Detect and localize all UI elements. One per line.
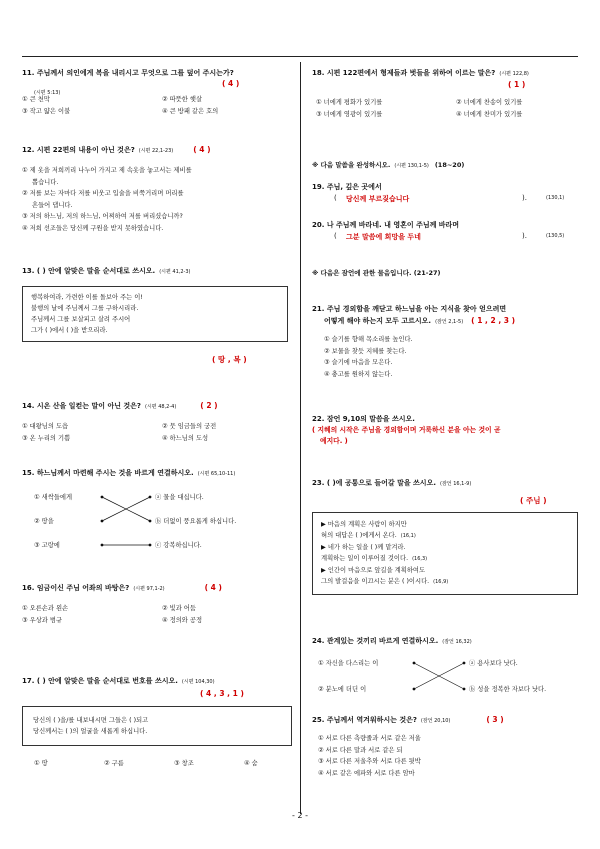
answer: 그분 말씀에 희망을 두네 — [346, 233, 421, 241]
option: ② 빛과 어둠 — [162, 605, 196, 612]
option-line: ④ 저희 선조들은 당신께 구원을 받지 못하였습니다. — [22, 224, 164, 232]
passage-line: 계획하는 일이 이루어질 것이다. — [321, 555, 409, 562]
matching-area — [22, 492, 302, 564]
option: ② 뭇 임금들의 궁전 — [162, 423, 217, 430]
option: ④ 숨 — [244, 760, 258, 767]
open-paren: ( — [334, 232, 337, 240]
page-number: - 2 - — [292, 811, 308, 820]
question-14 — [22, 400, 302, 444]
passage-line: 행복하여라, 가련한 이를 돌보아 주는 이! — [31, 294, 143, 301]
question-title: 22. 잠언 9,10의 말씀을 쓰시오. — [312, 415, 415, 423]
option: ① 서로 다른 측량줄과 서로 같은 저울 — [318, 735, 421, 742]
section-heading — [312, 160, 592, 172]
passage-line: ▶ 마음의 계획은 사람이 하지만 — [321, 521, 407, 528]
answer: 당신께 부르짖습니다 — [346, 195, 410, 203]
passage-line: ▶ 네가 하는 일을 ( )께 맡겨라. — [321, 544, 406, 551]
option: ④ 큰 방패 같은 호의 — [162, 107, 219, 115]
question-title: 19. 주님, 깊은 곳에서 — [312, 183, 382, 191]
question-title: 25. 주님께서 역겨워하시는 것은? — [312, 716, 417, 724]
question-source: (130,1) — [546, 195, 565, 201]
question-title: 17. ( ) 안에 알맞은 말을 순서대로 번호를 쓰시오. — [22, 677, 178, 685]
option: ③ 너에게 영광이 있기를 — [316, 110, 383, 118]
question-title: 20. 나 주님께 바라네. 내 영혼이 주님께 바라며 — [312, 221, 460, 229]
option-line: ② 저를 보는 자마다 저를 비웃고 입술을 비쭉거리며 머리를 — [22, 190, 184, 197]
option-line: 흔들어 댑니다. — [32, 201, 73, 209]
answer: ( 1 ) — [508, 80, 526, 89]
question-20 — [312, 220, 592, 244]
option: ③ 온 누리의 기쁨 — [22, 434, 71, 442]
option: ② 구름 — [104, 760, 124, 767]
match-left-item: ① 새싹들에게 — [34, 494, 73, 501]
question-source: (잠언 16,1-9) — [440, 481, 472, 487]
option: ① 땅 — [34, 760, 48, 767]
answer: ( 주님 ) — [520, 496, 547, 505]
question-23 — [312, 478, 592, 595]
question-title-2: 어떻게 해야 하는지 모두 고르시오. — [324, 317, 432, 325]
section-title: ※ 다음은 잠언에 관한 물음입니다. (21-27) — [312, 269, 441, 277]
question-18 — [312, 68, 592, 120]
passage-box — [312, 512, 578, 595]
answer: ( 3 ) — [486, 715, 504, 724]
passage-line: 혀의 대답은 ( )에게서 온다. — [321, 532, 397, 539]
close-paren: ). — [522, 194, 527, 202]
option: ③ 작고 얇은 이불 — [22, 107, 71, 115]
match-left-item: ② 땅을 — [34, 518, 54, 525]
question-source: (시편 97,1-2) — [133, 586, 165, 592]
question-source: (시편 104,30) — [181, 679, 215, 685]
answer: ( 4 ) — [204, 583, 222, 592]
option: ② 보물을 찾듯 지혜를 찾는다. — [324, 347, 407, 355]
question-source: (130,5) — [546, 233, 565, 239]
question-21 — [312, 304, 592, 380]
question-title: 12. 시편 22편의 내용이 아닌 것은? — [22, 146, 135, 154]
question-19 — [312, 182, 592, 206]
passage-line: 당신의 ( )을/를 내보내시면 그들은 ( )되고 — [33, 717, 149, 724]
option: ① 슬기를 향해 목소리를 높인다. — [324, 336, 413, 343]
section-range: (18~20) — [434, 161, 465, 169]
close-paren: ). — [522, 232, 527, 240]
question-title: 15. 하느님께서 마련해 주시는 것을 바르게 연결하시오. — [22, 469, 194, 477]
option: ① 오른손과 왼손 — [22, 605, 69, 612]
answer: ( 1 , 2 , 3 ) — [471, 316, 516, 325]
option: ③ 창조 — [174, 760, 194, 767]
section-title: ※ 다음 말씀을 완성하시오. — [312, 161, 391, 169]
match-right-item: ⓐ 물을 대십니다. — [155, 494, 204, 501]
option: ③ 슬기에 마음을 모은다. — [324, 359, 393, 366]
passage-line: 주님께서 그를 보살피고 살려 주시어 — [31, 316, 131, 323]
passage-line: 그가 ( )에서 ( )을 받으리라. — [31, 327, 108, 334]
passage-line: 당신께서는 ( )의 얼굴을 새롭게 하십니다. — [33, 728, 148, 735]
match-right-item: ⓑ 더없이 풍요롭게 하십니다. — [155, 518, 237, 525]
option: ③ 서로 다른 저울추와 서로 다른 됫박 — [318, 758, 421, 765]
question-16 — [22, 582, 302, 626]
option: ④ 서로 같은 에파와 서로 다른 암마 — [318, 769, 415, 777]
question-11 — [22, 68, 302, 117]
option: ① 너에게 평화가 있기를 — [316, 99, 383, 106]
passage-line: 불행의 날에 주님께서 그를 구하시리라. — [31, 305, 139, 312]
match-left-item: ② 분노에 더딘 이 — [318, 686, 367, 693]
option: ① 대왕님의 도읍 — [22, 423, 69, 430]
question-title: 18. 시편 122편에서 형제들과 벗들을 위하여 이르는 말은? — [312, 69, 496, 77]
answer-line-2: 예지다. ) — [320, 437, 348, 445]
answer: ( 4 ) — [193, 145, 211, 154]
option: ② 너에게 찬송이 있기를 — [456, 99, 523, 106]
answer: ( 땅 , 복 ) — [212, 355, 247, 364]
question-title: 14. 시온 산을 일컫는 말이 아닌 것은? — [22, 402, 141, 410]
match-right-item: ⓒ 강복하십니다. — [155, 542, 202, 549]
passage-box — [22, 706, 292, 746]
question-source: (시편 5:13) — [34, 90, 61, 96]
question-source: (시편 122,8) — [499, 71, 529, 77]
option-line: 뽑습니다. — [32, 178, 59, 186]
question-24 — [312, 636, 592, 704]
answer: ( 4 , 3 , 1 ) — [200, 689, 244, 698]
question-25 — [312, 714, 592, 779]
passage-box — [22, 286, 288, 342]
option-line: ③ 저의 하느님, 저의 하느님, 어찌하여 저를 버리셨습니까? — [22, 213, 183, 220]
question-title: 24. 관계있는 것끼리 바르게 연결하시오. — [312, 637, 439, 645]
question-title: 21. 주님 경외함을 깨닫고 하느님을 아는 지식을 찾아 얻으려면 — [312, 305, 507, 313]
question-source: (잠언 2,1-5) — [435, 319, 464, 325]
question-17 — [22, 676, 302, 770]
answer: ( 2 ) — [200, 401, 218, 410]
question-source: (시편 41,2-3) — [159, 269, 191, 275]
passage-source: (16,3) — [412, 556, 428, 562]
question-source: (시편 22,1-23) — [138, 148, 174, 154]
match-right-item: ⓑ 성을 정복한 자보다 낫다. — [469, 686, 547, 693]
match-left-item: ③ 고랑에 — [34, 542, 60, 549]
match-left-item: ① 자신을 다스리는 이 — [318, 660, 379, 667]
option-line: ① 제 옷을 저희끼리 나누어 가지고 제 속옷을 놓고서는 제비를 — [22, 167, 192, 174]
option: ③ 우상과 범규 — [22, 616, 63, 624]
question-title: 16. 임금이신 주님 어좌의 바탕은? — [22, 584, 130, 592]
question-source: (시편 65,10-11) — [197, 471, 236, 477]
section-source: (시편 130,1-5) — [394, 163, 429, 169]
question-13 — [22, 266, 302, 365]
passage-line: ▶ 인간이 마음으로 앞길을 계획하여도 — [321, 567, 426, 574]
option: ② 따뜻한 햇살 — [162, 96, 203, 103]
match-right-item: ⓐ 용사보다 낫다. — [469, 660, 518, 667]
matching-area — [312, 658, 592, 704]
answer-line-1: ( 지혜의 시작은 주님을 경외함이며 거룩하신 분을 아는 것이 곧 — [312, 426, 501, 434]
option: ④ 하느님의 도성 — [162, 434, 209, 442]
option: ④ 너에게 찬미가 있기를 — [456, 110, 523, 118]
question-source: (잠언 20,10) — [420, 718, 451, 724]
passage-source: (16,1) — [400, 533, 416, 539]
answer: ( 4 ) — [222, 79, 240, 88]
header-rule — [22, 56, 578, 57]
section-heading-2 — [312, 268, 592, 279]
question-title: 13. ( ) 안에 알맞은 말을 순서대로 쓰시오. — [22, 267, 156, 275]
question-22 — [312, 414, 592, 447]
question-source: (잠언 16,32) — [442, 639, 472, 645]
question-15 — [22, 468, 302, 564]
matching-lines — [22, 492, 302, 564]
option: ④ 충고를 원하지 않는다. — [324, 370, 393, 378]
passage-line: 그의 발걸음을 이끄시는 분은 ( )이시다. — [321, 578, 430, 585]
option: ① 큰 천막 — [22, 96, 50, 103]
option: ② 서로 다른 말과 서로 같은 되 — [318, 746, 403, 754]
option: ④ 정의와 공정 — [162, 616, 203, 624]
open-paren: ( — [334, 194, 337, 202]
question-title: 23. ( )에 공통으로 들어갈 말을 쓰시오. — [312, 479, 436, 487]
question-source: (시편 48,2-4) — [145, 404, 177, 410]
passage-source: (16,9) — [433, 579, 449, 585]
question-title: 11. 주님께서 의인에게 복을 내리시고 무엇으로 그를 덮어 주시는가? — [22, 69, 234, 77]
question-12 — [22, 144, 302, 234]
